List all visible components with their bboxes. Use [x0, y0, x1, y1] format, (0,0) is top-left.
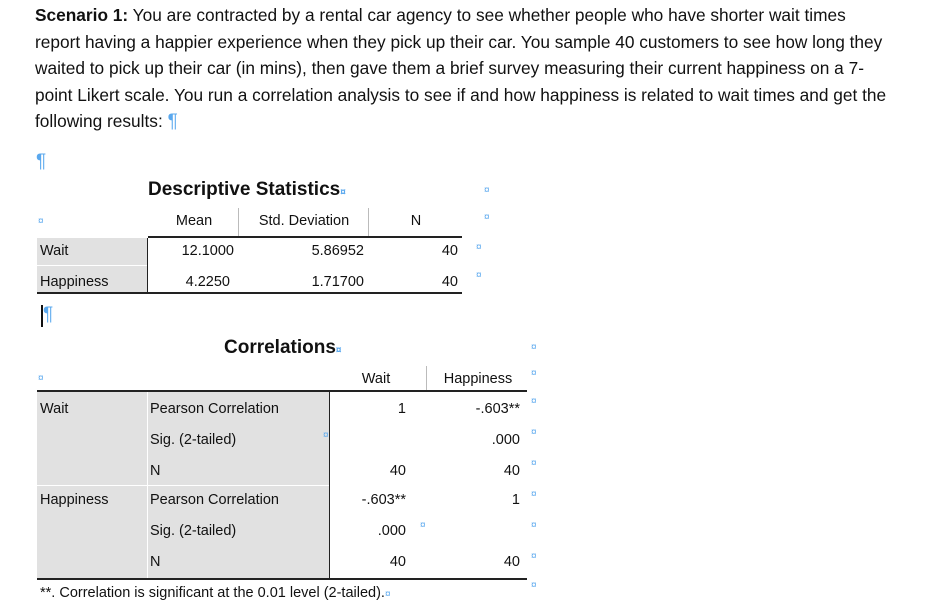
- row-separator: [37, 265, 147, 266]
- corr-wait-wait-pearson: 1: [397, 401, 406, 417]
- pilcrow-mark: ¶: [43, 304, 54, 325]
- corr-group-label-wait: Wait: [40, 401, 69, 417]
- footnote-text: **. Correlation is significant at the 0.01 level (2-tailed).: [40, 585, 385, 601]
- header-rule: [148, 236, 462, 238]
- cell-end-mark: ¤: [484, 212, 490, 223]
- cell-end-mark: ¤: [384, 589, 391, 600]
- desc-wait-sd: 5.86952: [311, 243, 364, 259]
- pilcrow-mark: ¶: [36, 151, 47, 172]
- group-separator: [37, 485, 329, 486]
- corr-wait-happiness-sig: .000: [491, 432, 520, 448]
- cell-end-mark: ¤: [531, 580, 537, 591]
- corr-happiness-wait-n: 40: [389, 554, 406, 570]
- cell-end-mark: ¤: [340, 187, 346, 198]
- desc-happiness-sd: 1.71700: [311, 274, 364, 290]
- corr-happiness-stat-n: N: [150, 554, 161, 570]
- desc-wait-n: 40: [441, 243, 458, 259]
- corr-wait-stat-sig: Sig. (2-tailed): [150, 432, 237, 448]
- cell-end-mark: ¤: [531, 551, 537, 562]
- cell-end-mark: ¤: [531, 342, 537, 353]
- cell-end-mark: ¤: [531, 489, 537, 500]
- cell-end-mark: ¤: [531, 458, 537, 469]
- descriptive-title-text: Descriptive Statistics: [148, 179, 341, 200]
- table-bottom-rule: [37, 578, 527, 580]
- cell-end-mark: ¤: [484, 185, 490, 196]
- corr-wait-stat-pearson: Pearson Correlation: [150, 401, 279, 417]
- scenario-label: Scenario 1:: [35, 5, 129, 25]
- table-bottom-rule: [37, 292, 462, 294]
- correlations-footnote: [40, 584, 391, 602]
- column-divider: [368, 208, 369, 236]
- cell-end-mark: ¤: [531, 427, 537, 438]
- cell-end-mark: ¤: [531, 396, 537, 407]
- desc-row-label-wait: Wait: [40, 243, 69, 259]
- pilcrow-mark: ¶: [167, 111, 178, 132]
- corr-happiness-wait-sig: .000: [377, 523, 406, 539]
- corr-group-label-happiness: Happiness: [40, 492, 109, 508]
- cell-end-mark: ¤: [531, 368, 537, 379]
- corr-happiness-happiness-n: 40: [503, 554, 520, 570]
- corr-wait-stat-n: N: [150, 463, 161, 479]
- header-n: N: [410, 213, 422, 229]
- header-happiness: Happiness: [443, 371, 513, 387]
- corr-happiness-stat-sig: Sig. (2-tailed): [150, 523, 237, 539]
- cell-end-mark: ¤: [531, 520, 537, 531]
- row-label-divider: [329, 392, 330, 578]
- corr-happiness-happiness-pearson: 1: [511, 492, 520, 508]
- cell-end-mark: ¤: [38, 216, 44, 227]
- corr-wait-happiness-n: 40: [503, 463, 520, 479]
- column-divider: [426, 366, 427, 390]
- corr-happiness-stat-pearson: Pearson Correlation: [150, 492, 279, 508]
- header-wait: Wait: [361, 371, 391, 387]
- corr-wait-wait-n: 40: [389, 463, 406, 479]
- corr-happiness-wait-pearson: -.603**: [361, 492, 406, 508]
- desc-happiness-n: 40: [441, 274, 458, 290]
- desc-row-label-happiness: Happiness: [40, 274, 109, 290]
- cell-end-mark: ¤: [476, 270, 482, 281]
- cell-end-mark: ¤: [323, 430, 329, 441]
- correlations-title: [224, 337, 341, 359]
- correlations-title-text: Correlations: [224, 337, 336, 358]
- descriptive-title: [148, 179, 346, 201]
- corr-wait-happiness-pearson: -.603**: [475, 401, 520, 417]
- scenario-text: You are contracted by a rental car agency to see whether people who have shorter wait times report having a happier experience when they pick up their car. You sample 40 customers to see how long they waited to pick up their car (in mins), then gave them a brief survey measuring their current happiness on a 7-point Likert scale. You run a correlation analysis to see if and how happiness is related to wait times and get the following results:: [35, 5, 887, 131]
- desc-wait-mean: 12.1000: [181, 243, 234, 259]
- cell-end-mark: ¤: [38, 373, 44, 384]
- row-label-divider: [147, 238, 148, 292]
- cell-end-mark: ¤: [335, 345, 342, 356]
- column-divider: [238, 208, 239, 236]
- scenario-paragraph: [35, 2, 895, 135]
- cell-end-mark: ¤: [476, 242, 482, 253]
- desc-happiness-mean: 4.2250: [185, 274, 230, 290]
- header-mean: Mean: [175, 213, 213, 229]
- cell-end-mark: ¤: [420, 520, 426, 531]
- header-std-deviation: Std. Deviation: [258, 213, 350, 229]
